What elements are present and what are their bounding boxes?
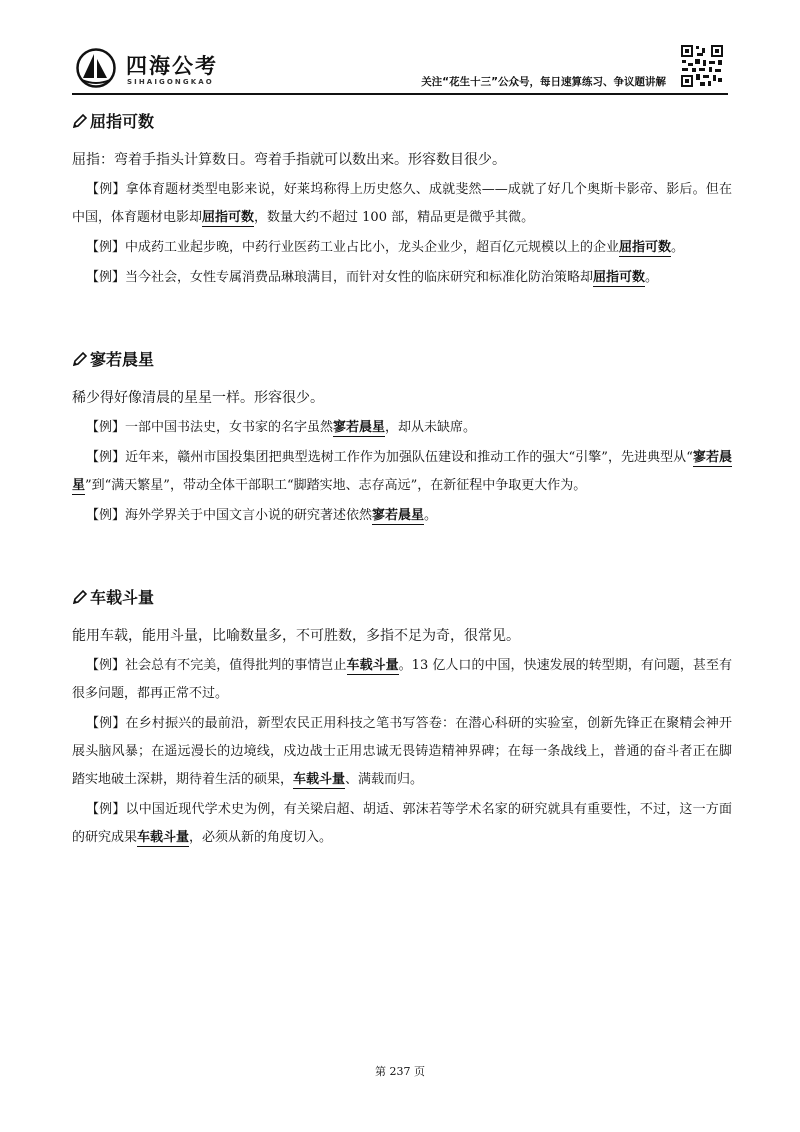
idiom-example bbox=[72, 502, 732, 530]
highlighted-term: 寥若晨星 bbox=[333, 420, 386, 435]
example-text: 【例】以中国近现代学术史为例，有关梁启超、胡适、郭沫若等学术名家的研究就具有重要性，不过，这一方面的研究成果 bbox=[72, 802, 732, 845]
idiom-example bbox=[72, 652, 732, 708]
example-text: ，数量大约不超过 100 部，精品更是微乎其微。 bbox=[254, 210, 535, 225]
example-text: 【例】社会总有不完美，值得批判的事情岂止 bbox=[86, 658, 347, 673]
idiom-example bbox=[72, 796, 732, 852]
qr-code-icon bbox=[680, 44, 724, 88]
highlighted-term: 寥若晨星 bbox=[72, 450, 732, 493]
example-text: 、满载而归。 bbox=[345, 772, 424, 787]
idiom-example bbox=[72, 710, 732, 794]
example-text: 【例】一部中国书法史，女书家的名字虽然 bbox=[86, 420, 334, 435]
highlighted-term: 寥若晨星 bbox=[372, 508, 425, 523]
idiom-title-text: 车载斗量 bbox=[90, 588, 155, 607]
example-text: 。 bbox=[671, 240, 685, 255]
example-text: 【例】在乡村振兴的最前沿，新型农民正用科技之笔书写答卷：在潜心科研的实验室，创新先锋正在聚精会神开展头脑风暴；在遥远漫长的边境线，戍边战士正用忠诚无畏铸造精神界碑；在每一条战线上，普通的奋斗者正在脚踏实地破土深耕，期待着生活的硕果， bbox=[72, 716, 732, 787]
idiom-title-text: 屈指可数 bbox=[90, 112, 155, 131]
idiom-title bbox=[72, 586, 732, 610]
idiom-section bbox=[72, 110, 732, 292]
example-text: 。 bbox=[424, 508, 438, 523]
example-text: 【例】中成药工业起步晚，中药行业医药工业占比小，龙头企业少，超百亿元规模以上的企业 bbox=[86, 240, 620, 255]
idiom-example bbox=[72, 414, 732, 442]
pen-icon bbox=[72, 589, 88, 605]
highlighted-term: 车载斗量 bbox=[137, 830, 190, 845]
idiom-title bbox=[72, 348, 732, 372]
highlighted-term: 车载斗量 bbox=[346, 658, 399, 673]
idiom-example bbox=[72, 176, 732, 232]
pen-icon bbox=[72, 113, 88, 129]
highlighted-term: 屈指可数 bbox=[593, 270, 646, 285]
example-text: 【例】拿体育题材类型电影来说，好莱坞称得上历史悠久、成就斐然——成就了好几个奥斯卡影帝、影后。但在中国，体育题材电影却 bbox=[72, 182, 732, 225]
idiom-section bbox=[72, 586, 732, 852]
idiom-definition: 能用车载，能用斗量，比喻数量多，不可胜数，多指不足为奇，很常见。 bbox=[72, 628, 520, 644]
highlighted-term: 车载斗量 bbox=[293, 772, 346, 787]
brand-subtitle: SIHAIGONGKAO bbox=[127, 78, 214, 86]
idiom-example bbox=[72, 234, 732, 262]
sailboat-logo-icon bbox=[76, 48, 116, 88]
idiom-example bbox=[72, 264, 732, 292]
header-divider bbox=[72, 93, 728, 95]
idiom-example bbox=[72, 444, 732, 500]
example-text: 【例】当今社会，女性专属消费品琳琅满目，而针对女性的临床研究和标准化防治策略却 bbox=[86, 270, 594, 285]
page-content bbox=[72, 100, 732, 908]
page-number: 第 237 页 bbox=[375, 1065, 425, 1078]
idiom-section bbox=[72, 348, 732, 530]
brand-name: 四海公考 bbox=[126, 54, 218, 78]
example-text: 【例】近年来，赣州市国投集团把典型选树工作作为加强队伍建设和推动工作的强大“引擎”，先进典型从“ bbox=[86, 450, 693, 465]
header-slogan: 关注“花生十三”公众号，每日速算练习、争议题讲解 bbox=[421, 76, 666, 88]
highlighted-term: 屈指可数 bbox=[619, 240, 672, 255]
example-text: ，必须从新的角度切入。 bbox=[189, 830, 333, 845]
idiom-definition: 稀少得好像清晨的星星一样。形容很少。 bbox=[72, 390, 324, 406]
example-text: ”到“满天繁星”，带动全体干部职工“脚踏实地、志存高远”，在新征程中争取更大作为。 bbox=[85, 478, 587, 493]
example-text: 【例】海外学界关于中国文言小说的研究著述依然 bbox=[86, 508, 373, 523]
example-text: ，却从未缺席。 bbox=[385, 420, 477, 435]
example-text: 。 bbox=[645, 270, 659, 285]
idiom-title-text: 寥若晨星 bbox=[90, 350, 155, 369]
example-text: 。13 亿人口的中国，快速发展的转型期，有问题，甚至有很多问题，都再正常不过。 bbox=[72, 658, 732, 701]
idiom-definition: 屈指：弯着手指头计算数日。弯着手指就可以数出来。形容数目很少。 bbox=[72, 152, 506, 168]
idiom-title bbox=[72, 110, 732, 134]
highlighted-term: 屈指可数 bbox=[202, 210, 255, 225]
page-header bbox=[72, 40, 728, 95]
pen-icon bbox=[72, 351, 88, 367]
